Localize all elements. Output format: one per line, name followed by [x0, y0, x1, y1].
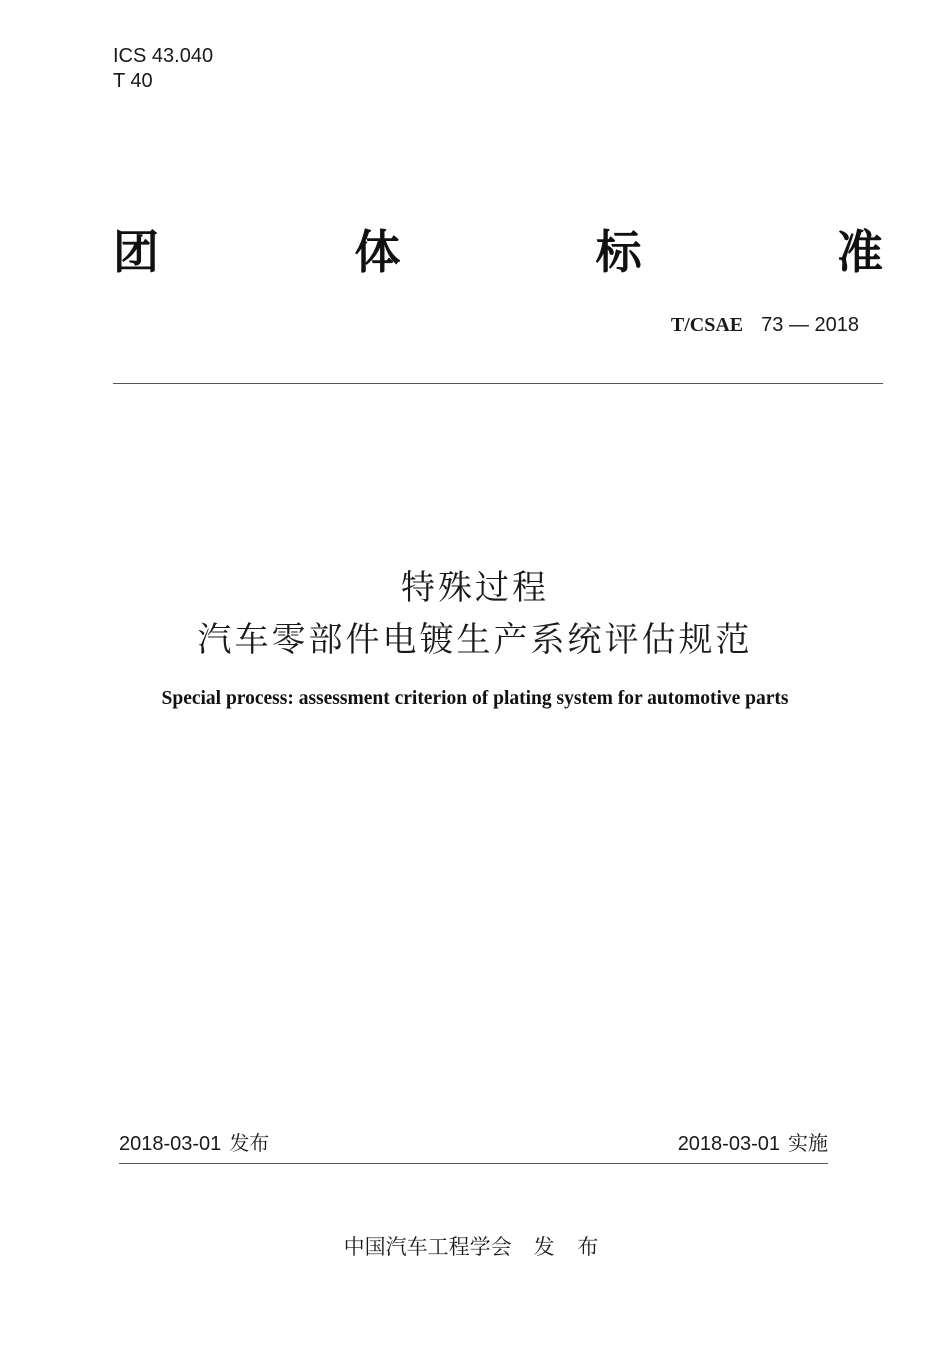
standard-type-heading — [113, 224, 883, 280]
ccs-code: T 40 — [113, 70, 153, 92]
standard-number — [671, 311, 859, 338]
classification-codes — [113, 44, 213, 94]
standard-type-char: 准 — [836, 225, 883, 279]
publisher-label: 发 布 — [533, 1235, 607, 1259]
title-zh-line2: 汽车零部件电镀生产系统评估规范 — [197, 620, 753, 660]
implement-date — [678, 1130, 828, 1157]
publish-date-label: 发布 — [229, 1131, 270, 1155]
standard-code: T/CSAE — [670, 314, 744, 336]
publisher — [0, 1233, 950, 1261]
publish-date-value: 2018-03-01 — [119, 1133, 222, 1155]
standard-type-char: 标 — [595, 225, 642, 279]
ics-code: ICS 43.040 — [113, 45, 214, 67]
header-divider — [113, 383, 883, 384]
implement-date-value: 2018-03-01 — [677, 1133, 780, 1155]
standard-type-char: 体 — [354, 225, 401, 279]
publisher-name: 中国汽车工程学会 — [343, 1235, 512, 1259]
document-title — [0, 562, 950, 712]
title-zh-line1: 特殊过程 — [401, 568, 549, 608]
implement-date-label: 实施 — [788, 1131, 828, 1155]
footer-divider — [119, 1163, 828, 1164]
standard-type-char: 团 — [113, 225, 159, 279]
publish-date — [119, 1130, 269, 1157]
standard-number-year: 73 — 2018 — [761, 314, 859, 336]
title-en: Special process: assessment criterion of plating system for automotive parts — [161, 688, 789, 709]
